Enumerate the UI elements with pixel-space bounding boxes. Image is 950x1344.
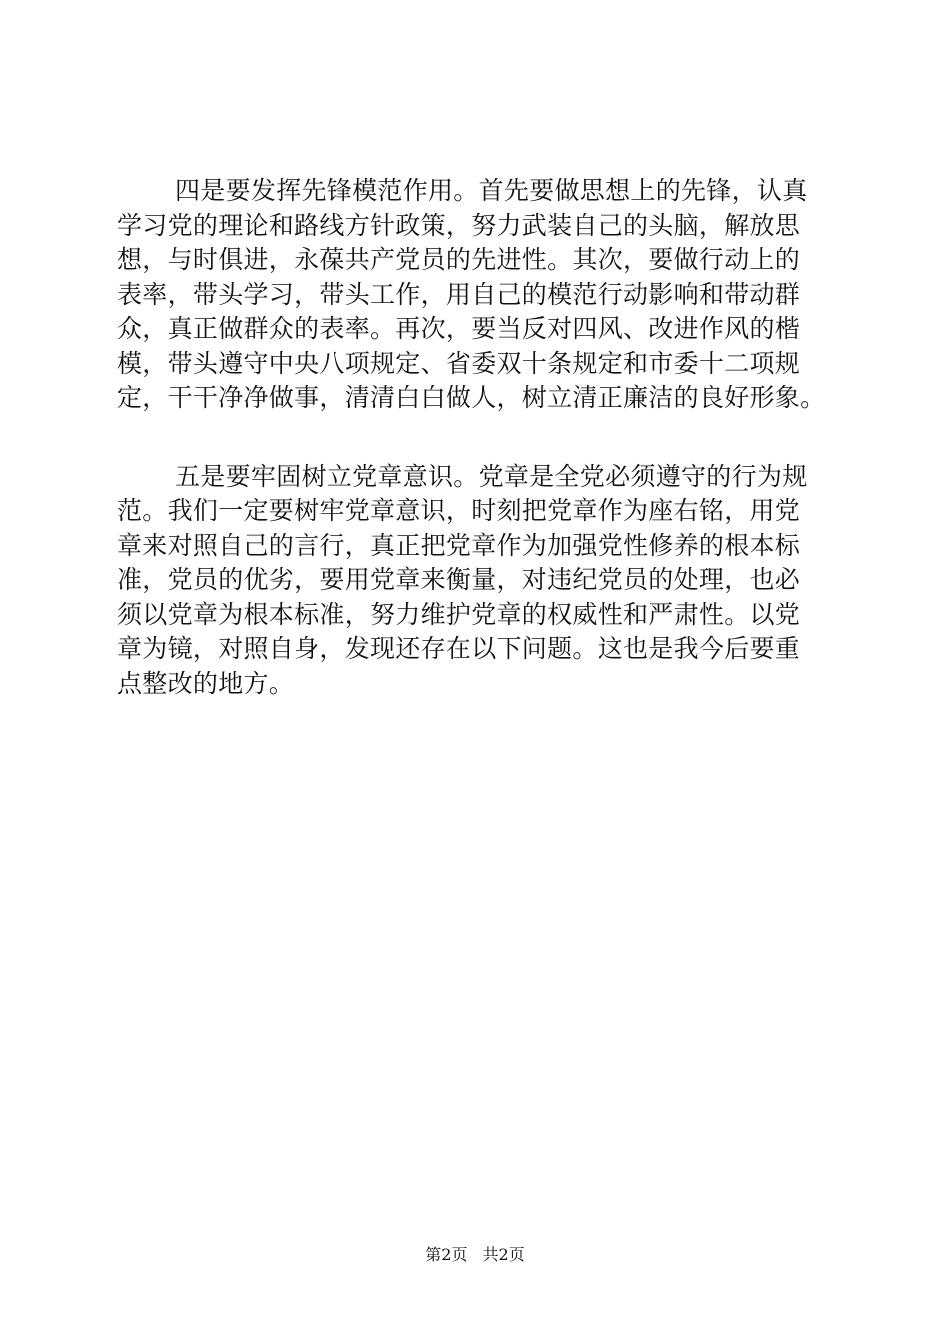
paragraph-line: 想，与时俱进，永葆共产党员的先进性。其次，要做行动上的 [117, 245, 801, 274]
paragraph-4-pioneer-role [117, 174, 833, 416]
paragraph-line: 须以党章为根本标准，努力维护党章的权威性和严肃性。以党 [117, 599, 801, 629]
paragraph-line: 准，党员的优劣，要用党章来衡量，对违纪党员的处理，也必 [117, 565, 801, 594]
page-number: 第2页 [425, 1245, 468, 1264]
paragraph-line: 章为镜，对照自身，发现还存在以下问题。这也是我今后要重 [117, 634, 801, 663]
paragraph-line: 学习党的理论和路线方针政策，努力武装自己的头脑，解放思 [117, 210, 801, 240]
paragraph-line: 模，带头遵守中央八项规定、省委双十条规定和市委十二项规 [117, 348, 801, 378]
page-footer [0, 1245, 950, 1265]
paragraph-line: 表率，带头学习，带头工作，用自己的模范行动影响和带动群 [117, 279, 801, 309]
paragraph-line: 范。我们一定要树牢党章意识，时刻把党章作为座右铭，用党 [117, 496, 801, 525]
document-body [117, 174, 833, 701]
paragraph-line: 定，干干净净做事，清清白白做人，树立清正廉洁的良好形象。 [117, 383, 826, 412]
paragraph-line: 点整改的地方。 [117, 668, 295, 698]
paragraph-5-party-constitution [117, 460, 833, 702]
paragraph-spacer [117, 416, 833, 460]
paragraph-line: 章来对照自己的言行，真正把党章作为加强党性修养的根本标 [117, 530, 801, 560]
paragraph-line: 众，真正做群众的表率。再次，要当反对四风、改进作风的楷 [117, 314, 801, 343]
page-total: 共2页 [482, 1245, 525, 1264]
paragraph-line: 四是要发挥先锋模范作用。首先要做思想上的先锋，认真 [175, 176, 808, 205]
paragraph-line: 五是要牢固树立党章意识。党章是全党必须遵守的行为规 [175, 461, 808, 491]
